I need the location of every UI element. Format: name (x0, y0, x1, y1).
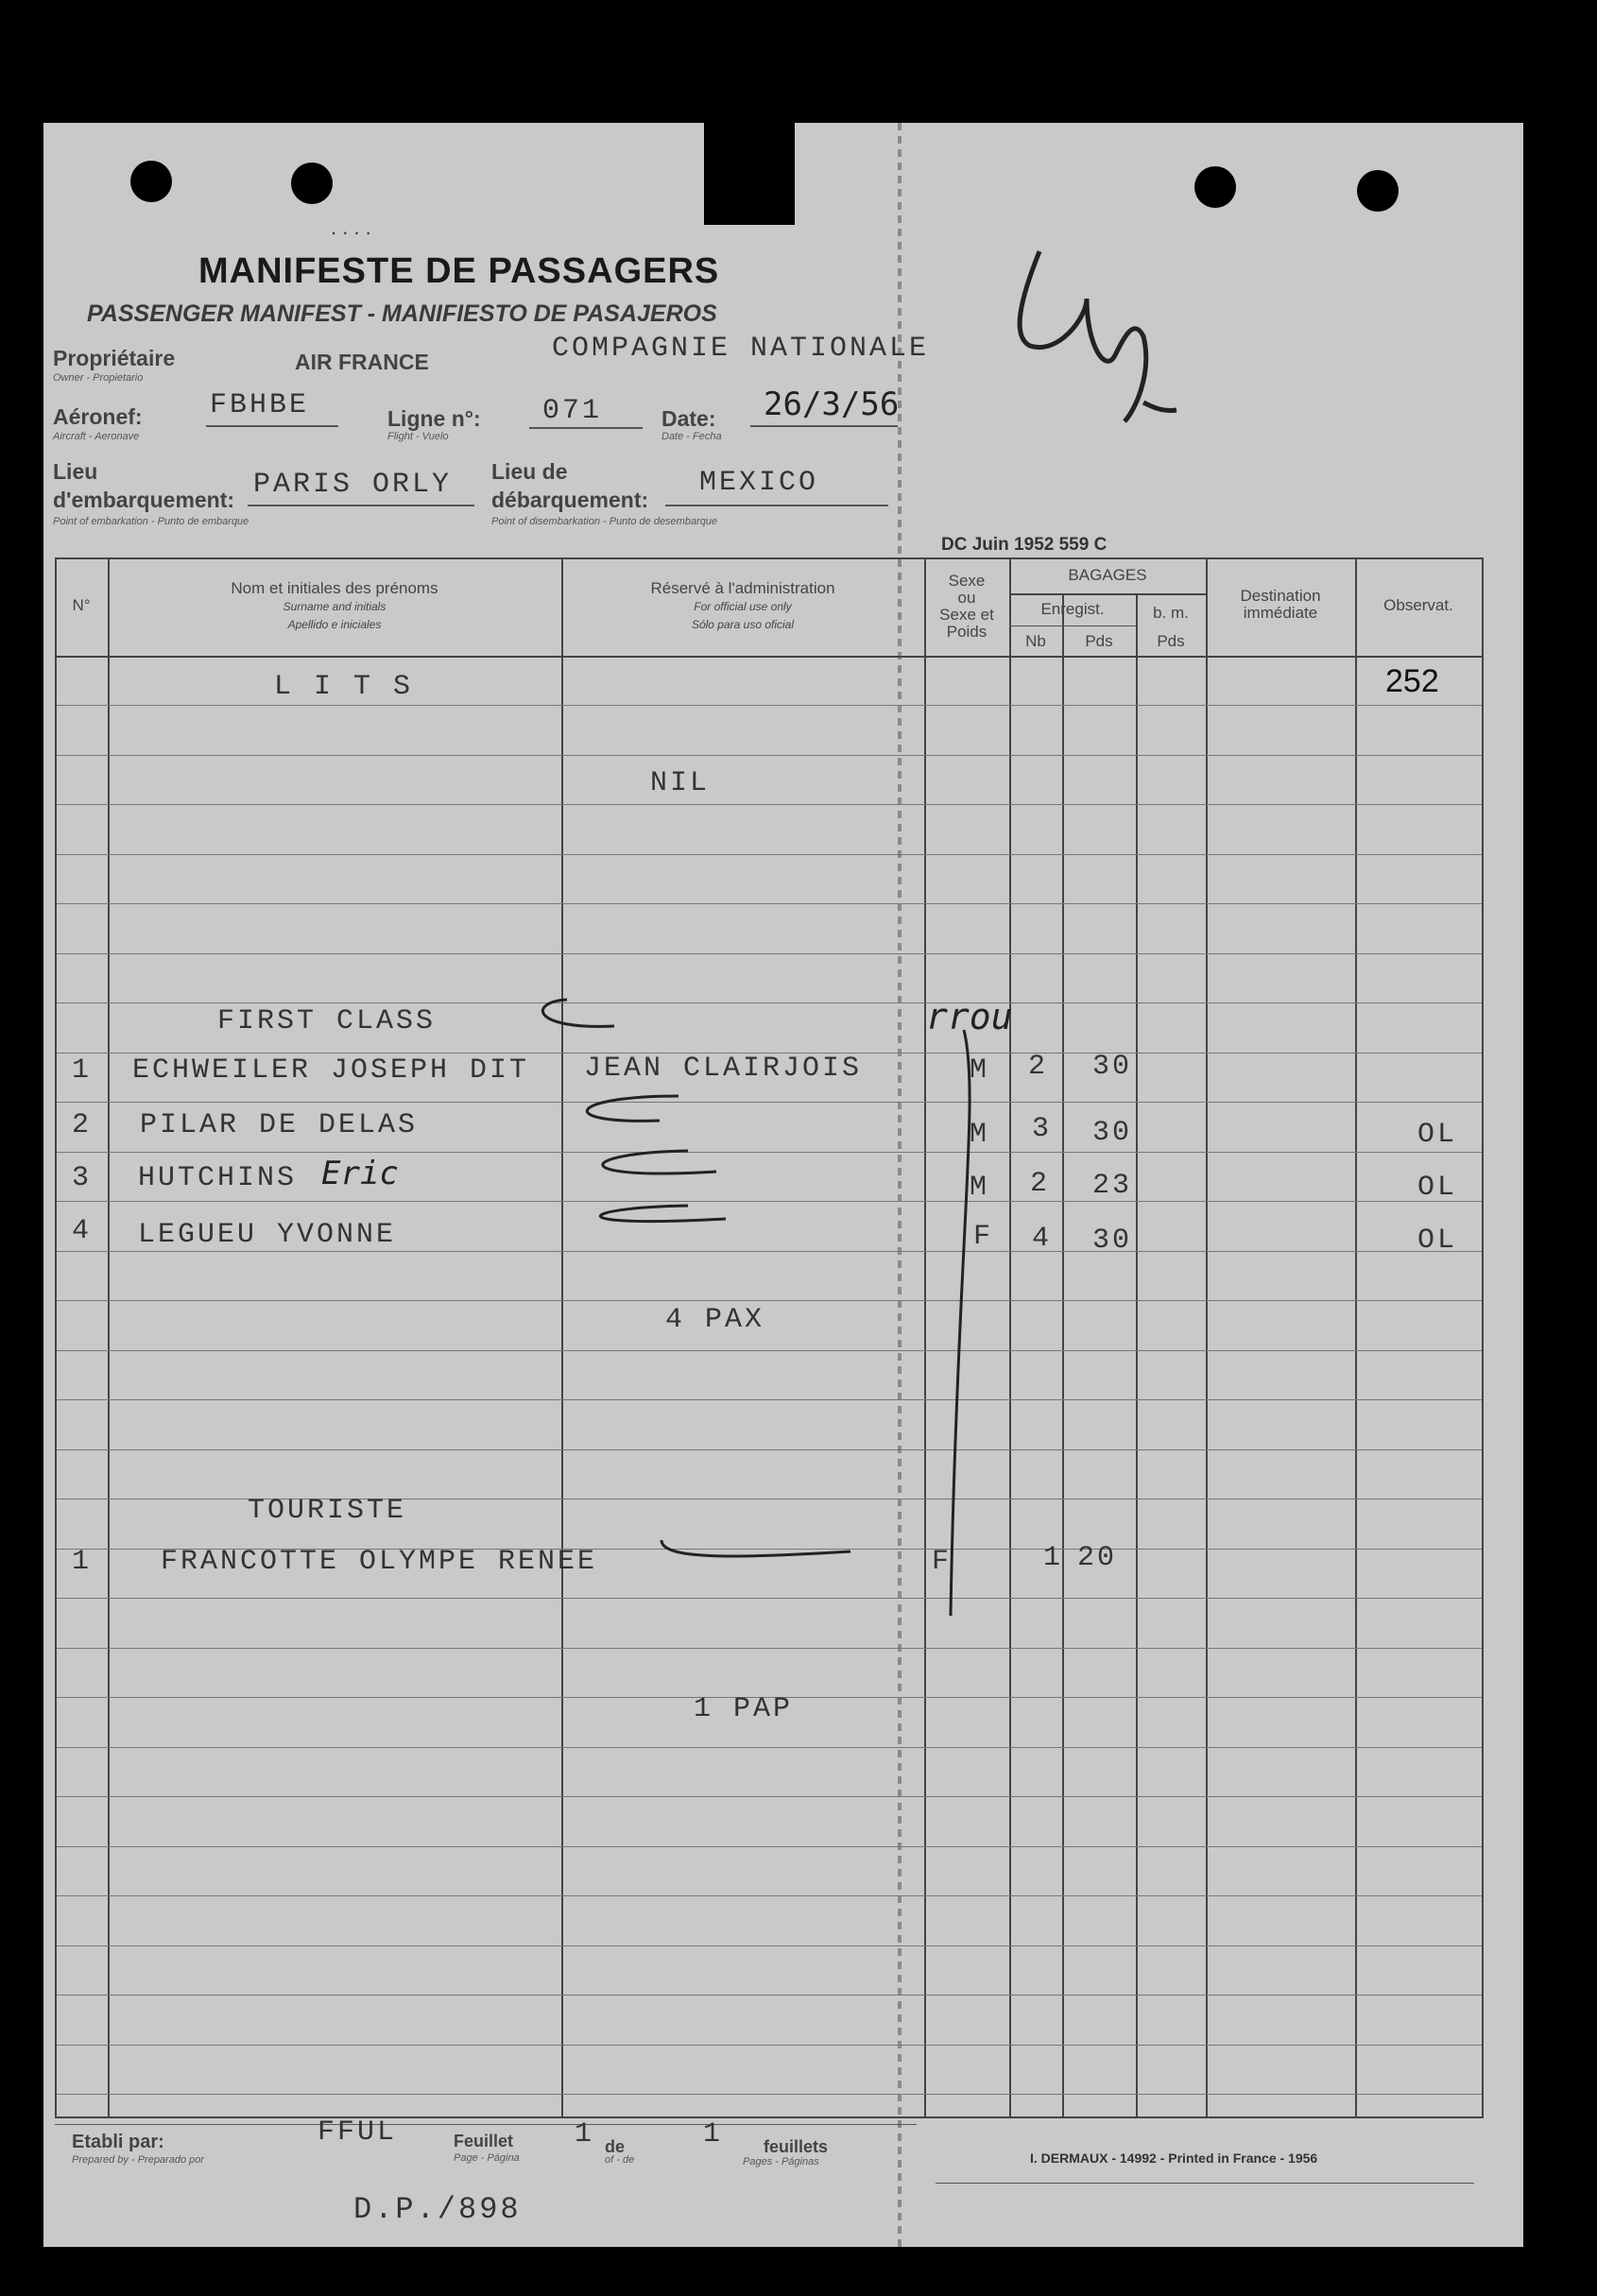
flight-label: Ligne n°: (387, 406, 481, 431)
passenger-no: 4 (72, 1215, 93, 1247)
col-header-name (108, 580, 561, 633)
passenger-no: 1 (72, 1054, 93, 1087)
pen-vertical-stroke (936, 1020, 983, 1625)
passenger-name-handwritten: Eric (321, 1155, 399, 1192)
passenger-no: 3 (72, 1162, 93, 1194)
aircraft-value: FBHBE (210, 389, 310, 421)
pen-bracket (520, 992, 624, 1039)
col-header-baggage: BAGAGES (1068, 566, 1147, 584)
passenger-sex: M (970, 1054, 990, 1087)
sheets-sublabel: Pages - Páginas (743, 2156, 819, 2167)
row-rule (57, 2045, 1482, 2046)
row-rule (57, 2094, 1482, 2095)
row-rule (57, 903, 1482, 904)
row-rule (57, 755, 1482, 756)
col-line (1355, 557, 1357, 2118)
punch-hole (1357, 170, 1399, 212)
col-header-sex-4: Poids (946, 623, 987, 641)
footer-rule (55, 2124, 917, 2125)
page-subtitle: PASSENGER MANIFEST - MANIFIESTO DE PASAJEROS (87, 300, 717, 327)
passenger-observ: OL (1417, 1119, 1458, 1151)
printer-imprint: I. DERMAUX - 14992 - Printed in France - 1956 (1030, 2150, 1318, 2166)
aircraft-sublabel: Aircraft - Aeronave (53, 431, 140, 442)
of-label: de (605, 2137, 626, 2156)
pen-brackets (546, 1087, 735, 1238)
col-header-sex-2: ou (957, 589, 976, 607)
flight-sublabel: Flight - Vuelo (387, 431, 449, 442)
footer-right-rule (936, 2183, 1474, 2184)
nil-label: NIL (650, 767, 711, 799)
col-header-name-en: Surname and initials (283, 600, 386, 613)
passenger-observ: OL (1417, 1172, 1458, 1204)
aircraft-label: Aéronef: (53, 404, 143, 429)
embark-underline (248, 505, 474, 506)
passenger-bags: 2 (1028, 1051, 1049, 1083)
sheet-label: Feuillet (454, 2132, 514, 2150)
row-rule (57, 1796, 1482, 1797)
date-label: Date: (661, 406, 716, 431)
col-header-destination-2: immédiate (1243, 604, 1318, 622)
row-rule (57, 1300, 1482, 1301)
passenger-weight: 30 (1092, 1225, 1133, 1257)
col-header-sex (924, 573, 1009, 641)
row-rule (57, 1598, 1482, 1599)
sheet-sublabel: Page - Página (454, 2152, 520, 2164)
passenger-sex: M (970, 1119, 990, 1151)
handwritten-initials (1002, 242, 1191, 459)
col-header-registered: Enregist. (1040, 600, 1105, 618)
row-rule (57, 1995, 1482, 1996)
col-header-hand: b. m. (1153, 604, 1189, 622)
passenger-sex: F (973, 1221, 994, 1253)
passenger-bags: 4 (1032, 1223, 1053, 1255)
lits-label: L I T S (274, 671, 414, 703)
disembark-label2: débarquement: (491, 488, 649, 512)
observ-top-number: 252 (1385, 663, 1439, 699)
passenger-bags: 2 (1030, 1168, 1051, 1200)
flight-underline (529, 427, 643, 429)
col-line (1009, 557, 1011, 2118)
prepared-label: Etabli par: (72, 2132, 164, 2152)
col-line (561, 557, 563, 2118)
baggage-divider (1009, 593, 1206, 595)
first-total: 4 PAX (665, 1304, 765, 1336)
passenger-sex: M (970, 1172, 990, 1204)
col-line (108, 557, 110, 2118)
col-header-name-es: Apellido e iniciales (287, 618, 382, 631)
embark-label1: Lieu (53, 459, 98, 484)
owner-label: Propriétaire (53, 346, 176, 370)
row-rule (57, 1251, 1482, 1252)
col-header-observ: Observat. (1383, 596, 1453, 614)
row-rule (57, 1152, 1482, 1153)
sheets-label: feuillets (764, 2137, 829, 2156)
passenger-weight: 23 (1092, 1170, 1133, 1202)
table-header-border (55, 656, 1484, 658)
disembark-sublabel: Point of disembarkation - Punto de desembarque (491, 516, 718, 527)
row-rule (57, 1846, 1482, 1847)
col-header-bag-no: Nb (1025, 632, 1046, 650)
col-header-no: N° (72, 596, 91, 614)
col-header-sex-1: Sexe (948, 572, 986, 590)
disembark-value: MEXICO (699, 467, 819, 499)
header-dots: . . . . (331, 215, 371, 239)
sheet-value: 1 (575, 2118, 595, 2150)
col-header-bag-weight: Pds (1085, 632, 1113, 650)
col-header-reserved (561, 580, 924, 633)
aircraft-underline (206, 425, 338, 427)
row-rule (57, 804, 1482, 805)
owner-printed: AIR FRANCE (295, 350, 429, 374)
col-header-destination (1206, 588, 1355, 622)
stamp-number: D.P./898 (353, 2192, 522, 2227)
col-line (1206, 557, 1208, 2118)
date-underline (750, 425, 898, 427)
row-rule (57, 1102, 1482, 1103)
punch-hole (1194, 166, 1236, 208)
col-header-reserved-en: For official use only (694, 600, 792, 613)
registered-divider (1009, 625, 1136, 626)
passenger-sex: F (932, 1546, 953, 1578)
col-header-reserved-fr: Réservé à l'administration (650, 579, 835, 597)
passenger-no: 1 (72, 1546, 93, 1578)
paper-tab (704, 119, 795, 225)
punch-hole (291, 163, 333, 204)
passenger-observ: OL (1417, 1225, 1458, 1257)
row-rule (57, 1945, 1482, 1946)
col-line (924, 557, 926, 2118)
row-rule (57, 854, 1482, 855)
disembark-underline (665, 505, 888, 506)
col-header-destination-1: Destination (1240, 587, 1321, 605)
owner-sublabel: Owner - Propietario (53, 372, 144, 384)
row-rule (57, 1350, 1482, 1351)
passenger-name: ECHWEILER JOSEPH DIT (132, 1054, 530, 1087)
embark-label2: d'embarquement: (53, 488, 235, 512)
first-class-mark: rrou (926, 996, 1013, 1037)
passenger-weight: 20 (1077, 1542, 1118, 1574)
col-header-reserved-es: Sólo para uso oficial (691, 618, 795, 631)
col-header-hand-weight: Pds (1157, 632, 1185, 650)
page-fold (898, 123, 902, 2247)
row-rule (57, 705, 1482, 706)
row-rule (57, 953, 1482, 954)
pen-stroke (652, 1531, 860, 1568)
passenger-name: FRANCOTTE OLYMPE RENEE (161, 1546, 598, 1578)
page-title: MANIFESTE DE PASSAGERS (198, 251, 720, 291)
form-code: DC Juin 1952 559 C (941, 535, 1108, 555)
col-header-name-fr: Nom et initiales des prénoms (231, 579, 438, 597)
row-rule (57, 1002, 1482, 1003)
col-header-sex-3: Sexe et (939, 606, 994, 624)
col-line (1136, 595, 1138, 2118)
prepared-sublabel: Prepared by - Preparado por (72, 2154, 205, 2166)
passenger-name: HUTCHINS (138, 1162, 298, 1194)
row-rule (57, 1747, 1482, 1748)
of-value: 1 (703, 2118, 724, 2150)
table-top-border (55, 557, 1484, 559)
first-class-label: FIRST CLASS (217, 1005, 437, 1037)
col-line (55, 557, 57, 2118)
col-line (1062, 595, 1064, 2118)
date-sublabel: Date - Fecha (661, 431, 722, 442)
passenger-bags: 1 (1043, 1542, 1064, 1574)
date-value: 26/3/56 (764, 386, 900, 423)
row-rule (57, 1648, 1482, 1649)
punch-hole (130, 161, 172, 202)
passenger-reserved: JEAN CLAIRJOIS (584, 1053, 863, 1085)
tourist-total: 1 PAP (694, 1693, 794, 1725)
tourist-label: TOURISTE (248, 1495, 407, 1527)
owner-typed: COMPAGNIE NATIONALE (552, 333, 930, 365)
passenger-weight: 30 (1092, 1051, 1133, 1083)
embark-value: PARIS ORLY (253, 469, 453, 501)
passenger-bags: 3 (1032, 1113, 1053, 1145)
row-rule (57, 1895, 1482, 1896)
embark-sublabel: Point of embarkation - Punto de embarque (53, 516, 249, 527)
col-line (1482, 557, 1484, 2118)
disembark-label1: Lieu de (491, 459, 568, 484)
passenger-name: PILAR DE DELAS (140, 1109, 419, 1141)
passenger-name: LEGUEU YVONNE (138, 1219, 397, 1251)
row-rule (57, 1399, 1482, 1400)
flight-value: 071 (542, 395, 603, 427)
row-rule (57, 1449, 1482, 1450)
row-rule (57, 1201, 1482, 1202)
prepared-value: FFUL (318, 2116, 398, 2149)
passenger-no: 2 (72, 1109, 93, 1141)
of-sublabel: of - de (605, 2154, 635, 2166)
table-bottom-border (55, 2116, 1484, 2118)
passenger-weight: 30 (1092, 1117, 1133, 1149)
